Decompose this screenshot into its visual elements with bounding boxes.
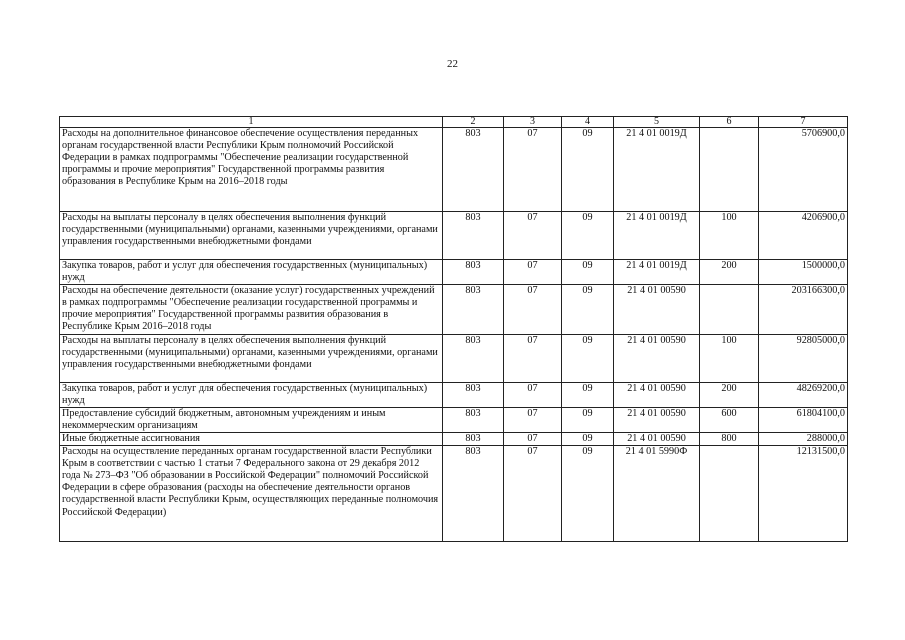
- amount-cell: 1500000,0: [759, 260, 848, 285]
- section-code-cell: 07: [504, 446, 562, 542]
- amount-cell: 48269200,0: [759, 382, 848, 407]
- expense-type-cell: 100: [700, 334, 759, 382]
- target-article-cell: 21 4 01 00590: [614, 382, 700, 407]
- subsection-code-cell: 09: [562, 382, 614, 407]
- target-article-cell: 21 4 01 00590: [614, 407, 700, 432]
- amount-cell: 4206900,0: [759, 212, 848, 260]
- subsection-code-cell: 09: [562, 432, 614, 445]
- section-code-cell: 07: [504, 432, 562, 445]
- column-header-5: 5: [614, 117, 700, 128]
- expense-type-cell: 100: [700, 212, 759, 260]
- table-row: [60, 212, 848, 260]
- expense-type-cell: 600: [700, 407, 759, 432]
- column-header-4: 4: [562, 117, 614, 128]
- expense-name-cell: Расходы на осуществление переданных органам государственной власти Республики Крым в соответствии с частью 1 статьи 7 Федерального закона от 29 декабря 2012 года № 273–ФЗ "Об образовании в Российской Федерации" полномочий Российской Федерации в сфере образования (расходы на обеспечение деятельности органов государственной власти Республики Крым, осуществляющих переданные полномочия Российской Федерации): [60, 446, 443, 542]
- expense-type-cell: [700, 446, 759, 542]
- expense-type-cell: [700, 285, 759, 334]
- section-code-cell: 07: [504, 285, 562, 334]
- column-header-1: 1: [60, 117, 443, 128]
- ministry-code-cell: 803: [443, 260, 504, 285]
- expense-name-cell: Закупка товаров, работ и услуг для обеспечения государственных (муниципальных) нужд: [60, 382, 443, 407]
- target-article-cell: 21 4 01 5990Ф: [614, 446, 700, 542]
- section-code-cell: 07: [504, 128, 562, 212]
- subsection-code-cell: 09: [562, 334, 614, 382]
- expense-name-cell: Расходы на выплаты персоналу в целях обеспечения выполнения функций государственными (муниципальными) органами, казенными учреждениями, органами управления государственными внебюджетными фондами: [60, 334, 443, 382]
- table-row: [60, 432, 848, 445]
- table-row: [60, 285, 848, 334]
- section-code-cell: 07: [504, 382, 562, 407]
- target-article-cell: 21 4 01 00590: [614, 334, 700, 382]
- expense-name-cell: Расходы на обеспечение деятельности (оказание услуг) государственных учреждений в рамках подпрограммы "Обеспечение реализации государственной программы и прочие мероприятия" Государственной программы развития образования в Республике Крым 2016–2018 годы: [60, 285, 443, 334]
- table-row: [60, 128, 848, 212]
- target-article-cell: 21 4 01 0019Д: [614, 212, 700, 260]
- subsection-code-cell: 09: [562, 260, 614, 285]
- budget-table: [59, 116, 848, 542]
- table-row: [60, 260, 848, 285]
- amount-cell: 5706900,0: [759, 128, 848, 212]
- ministry-code-cell: 803: [443, 285, 504, 334]
- column-header-3: 3: [504, 117, 562, 128]
- target-article-cell: 21 4 01 00590: [614, 432, 700, 445]
- expense-name-cell: Закупка товаров, работ и услуг для обеспечения государственных (муниципальных) нужд: [60, 260, 443, 285]
- expense-type-cell: [700, 128, 759, 212]
- table-row: [60, 334, 848, 382]
- ministry-code-cell: 803: [443, 212, 504, 260]
- subsection-code-cell: 09: [562, 212, 614, 260]
- expense-name-cell: Расходы на выплаты персоналу в целях обеспечения выполнения функций государственными (муниципальными) органами, казенными учреждениями, органами управления государственными внебюджетными фондами: [60, 212, 443, 260]
- expense-type-cell: 200: [700, 382, 759, 407]
- ministry-code-cell: 803: [443, 382, 504, 407]
- target-article-cell: 21 4 01 00590: [614, 285, 700, 334]
- section-code-cell: 07: [504, 212, 562, 260]
- target-article-cell: 21 4 01 0019Д: [614, 260, 700, 285]
- column-header-6: 6: [700, 117, 759, 128]
- ministry-code-cell: 803: [443, 334, 504, 382]
- ministry-code-cell: 803: [443, 407, 504, 432]
- amount-cell: 61804100,0: [759, 407, 848, 432]
- expense-type-cell: 800: [700, 432, 759, 445]
- expense-type-cell: 200: [700, 260, 759, 285]
- expense-name-cell: Расходы на дополнительное финансовое обеспечение осуществления переданных органам государственной власти Республики Крым полномочий Российской Федерации в рамках подпрограммы "Обеспечение реализации государственной программы и прочие мероприятия" Государственной программы развития образования в Республике Крым на 2016–2018 годы: [60, 128, 443, 212]
- ministry-code-cell: 803: [443, 446, 504, 542]
- expense-name-cell: Предоставление субсидий бюджетным, автономным учреждениям и иным некоммерческим организациям: [60, 407, 443, 432]
- target-article-cell: 21 4 01 0019Д: [614, 128, 700, 212]
- subsection-code-cell: 09: [562, 128, 614, 212]
- subsection-code-cell: 09: [562, 407, 614, 432]
- amount-cell: 288000,0: [759, 432, 848, 445]
- table-row: [60, 446, 848, 542]
- table-row: [60, 382, 848, 407]
- expense-name-cell: Иные бюджетные ассигнования: [60, 432, 443, 445]
- column-header-7: 7: [759, 117, 848, 128]
- column-header-2: 2: [443, 117, 504, 128]
- subsection-code-cell: 09: [562, 285, 614, 334]
- table-header-row: [60, 117, 848, 128]
- section-code-cell: 07: [504, 407, 562, 432]
- amount-cell: 92805000,0: [759, 334, 848, 382]
- section-code-cell: 07: [504, 260, 562, 285]
- ministry-code-cell: 803: [443, 432, 504, 445]
- page-number: 22: [447, 58, 458, 70]
- table-row: [60, 407, 848, 432]
- amount-cell: 203166300,0: [759, 285, 848, 334]
- amount-cell: 12131500,0: [759, 446, 848, 542]
- subsection-code-cell: 09: [562, 446, 614, 542]
- ministry-code-cell: 803: [443, 128, 504, 212]
- section-code-cell: 07: [504, 334, 562, 382]
